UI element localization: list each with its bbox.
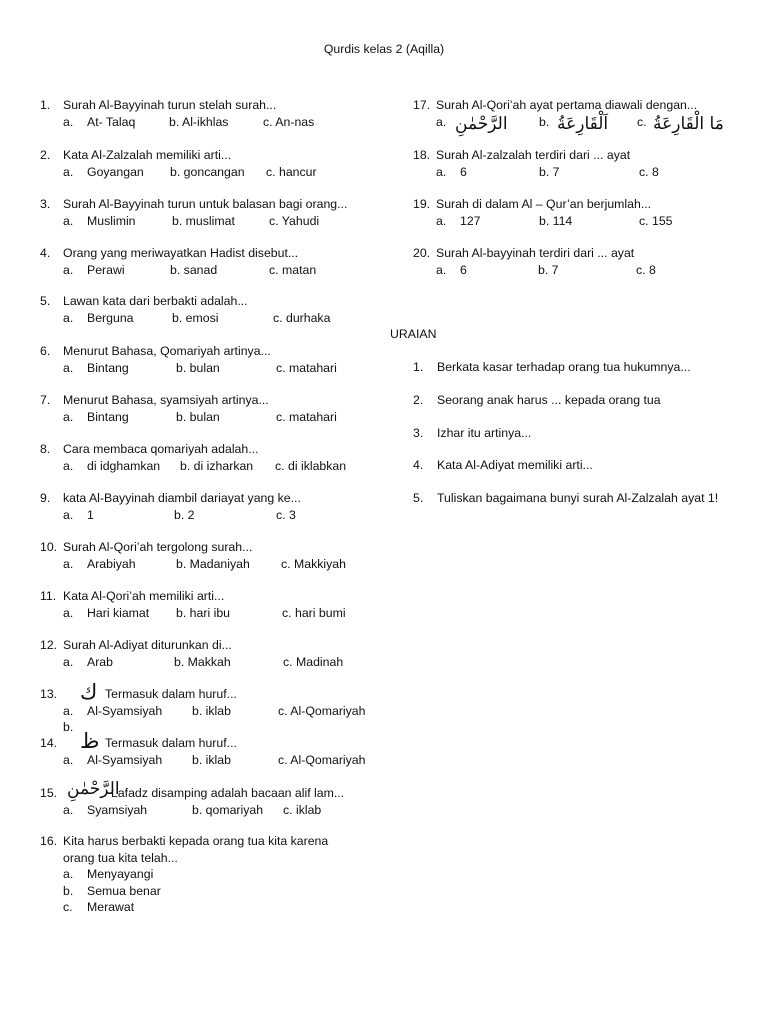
- question-number: 12.: [40, 638, 58, 652]
- question-text: Lawan kata dari berbakti adalah...: [63, 294, 248, 308]
- option-b: b. Makkah: [174, 654, 231, 669]
- option-c-arabic: مَا الْقَارِعَةُ: [653, 113, 724, 134]
- question-number: 7.: [40, 393, 51, 407]
- option-a: Perawi: [87, 262, 125, 277]
- option-marker: b.: [63, 883, 74, 898]
- option-c: c. matahari: [276, 409, 337, 424]
- option-marker: c.: [637, 114, 647, 129]
- option-c: c. Yahudi: [269, 213, 320, 228]
- question-number: 2.: [40, 148, 51, 162]
- option-marker: c.: [63, 900, 73, 914]
- question-12: [40, 637, 380, 670]
- question-number: 6.: [40, 344, 51, 358]
- option-a: 1: [87, 507, 94, 522]
- question-19: [413, 196, 743, 229]
- question-5: [40, 293, 380, 326]
- option-marker: a.: [63, 867, 74, 881]
- option-marker: a.: [63, 556, 74, 571]
- option-marker: a.: [63, 164, 74, 179]
- option-marker: a.: [436, 262, 447, 277]
- option-b: b. bulan: [176, 360, 220, 375]
- option-b: b. Al-ikhlas: [169, 114, 229, 129]
- option-b: b. 7: [538, 262, 559, 277]
- question-text: Surah Al-Bayyinah turun untuk balasan bagi orang...: [63, 197, 348, 211]
- option-marker: a.: [63, 507, 74, 522]
- option-b: b. 7: [539, 164, 560, 179]
- option-b: Semua benar: [87, 883, 161, 898]
- question-text: Kata Al-Qori’ah memiliki arti...: [63, 589, 225, 603]
- option-b: b. qomariyah: [192, 802, 264, 817]
- option-b: b. 114: [539, 213, 573, 228]
- option-a: Goyangan: [87, 164, 144, 179]
- question-text: Menurut Bahasa, syamsiyah artinya...: [63, 393, 269, 407]
- option-c: c. matahari: [276, 360, 337, 375]
- option-c: c. hari bumi: [282, 605, 346, 620]
- essay-number: 2.: [413, 393, 424, 407]
- option-a: Arabiyah: [87, 556, 136, 571]
- option-b: b. iklab: [192, 703, 231, 718]
- option-marker: a.: [63, 703, 74, 718]
- question-text: Kata Al-Zalzalah memiliki arti...: [63, 148, 232, 162]
- question-1: [40, 97, 380, 130]
- option-b-arabic: اَلْقَارِعَةُ: [557, 113, 609, 134]
- arabic-letter-kaf: ك: [80, 680, 98, 704]
- option-marker: a.: [63, 114, 74, 129]
- option-a: Bintang: [87, 360, 129, 375]
- option-marker: a.: [436, 164, 447, 179]
- question-14: [40, 729, 380, 768]
- question-number: 15.: [40, 786, 58, 800]
- question-text: Surah Al-Qori’ah ayat pertama diawali dengan...: [436, 98, 698, 112]
- option-b: b. hari ibu: [176, 605, 231, 620]
- option-a: Bintang: [87, 409, 129, 424]
- essay-text: Izhar itu artinya...: [437, 426, 532, 440]
- arabic-letter-zha: ظ: [80, 729, 100, 753]
- question-text: Lafadz disamping adalah bacaan alif lam...: [111, 786, 345, 800]
- question-text-cont: orang tua kita telah...: [63, 850, 178, 865]
- option-a: Arab: [87, 654, 113, 669]
- question-number: 5.: [40, 294, 51, 308]
- question-number: 10.: [40, 540, 58, 554]
- question-number: 16.: [40, 834, 58, 848]
- option-c: c. 8: [636, 262, 656, 277]
- question-text: Surah Al-Bayyinah turun stelah surah...: [63, 98, 277, 112]
- option-marker: b.: [539, 114, 550, 129]
- question-text: kata Al-Bayyinah diambil dariayat yang ke...: [63, 491, 301, 505]
- option-a: Muslimin: [87, 213, 136, 228]
- option-marker: a.: [436, 213, 447, 228]
- option-b: b. di izharkan: [180, 458, 254, 473]
- option-c: c. durhaka: [273, 310, 331, 325]
- option-b: b. muslimat: [172, 213, 235, 228]
- option-b: b. iklab: [192, 752, 231, 767]
- question-text: Termasuk dalam huruf...: [105, 687, 237, 701]
- option-a: Al-Syamsiyah: [87, 703, 163, 718]
- option-marker: a.: [63, 213, 74, 228]
- question-text: Termasuk dalam huruf...: [105, 736, 237, 750]
- question-18: [413, 147, 743, 180]
- question-number: 11.: [40, 589, 57, 603]
- option-a: Berguna: [87, 310, 134, 325]
- question-17: [413, 97, 743, 134]
- option-a: Menyayangi: [87, 867, 154, 881]
- option-c: c. 8: [639, 164, 659, 179]
- option-c: c. Madinah: [283, 654, 344, 669]
- option-a-arabic: الرَّحْمٰنِ: [455, 113, 508, 134]
- question-number: 18.: [413, 148, 431, 162]
- question-text: Surah di dalam Al – Qur’an berjumlah...: [436, 197, 652, 211]
- question-number: 8.: [40, 442, 51, 456]
- question-text: Orang yang meriwayatkan Hadist disebut...: [63, 246, 299, 260]
- question-text: Menurut Bahasa, Qomariyah artinya...: [63, 344, 271, 358]
- question-text: Surah Al-Qori’ah tergolong surah...: [63, 540, 253, 554]
- stray-marker: b.: [63, 720, 74, 734]
- option-marker: a.: [63, 262, 74, 277]
- option-a: 127: [460, 213, 481, 228]
- question-number: 13.: [40, 687, 58, 701]
- option-c: c. Al-Qomariyah: [278, 752, 366, 767]
- option-marker: a.: [63, 752, 74, 767]
- question-text: Kita harus berbakti kepada orang tua kita karena: [63, 834, 329, 848]
- option-c: c. iklab: [283, 802, 322, 817]
- question-16: [40, 833, 380, 916]
- question-3: [40, 196, 380, 229]
- question-2: [40, 147, 380, 180]
- essay-number: 5.: [413, 491, 424, 505]
- essay-text: Berkata kasar terhadap orang tua hukumnya...: [437, 360, 691, 374]
- essay-text: Kata Al-Adiyat memiliki arti...: [437, 458, 593, 472]
- option-a: di idghamkan: [87, 458, 161, 473]
- option-a: Syamsiyah: [87, 802, 148, 817]
- option-b: b. emosi: [172, 310, 219, 325]
- option-marker: a.: [436, 114, 447, 129]
- option-marker: a.: [63, 654, 74, 669]
- arabic-word-arrahman: الرَّحْمٰنِ: [67, 779, 120, 799]
- essay-number: 1.: [413, 360, 424, 374]
- option-c: c. Al-Qomariyah: [278, 703, 366, 718]
- question-10: [40, 539, 380, 572]
- essay-text: Tuliskan bagaimana bunyi surah Al-Zalzalah ayat 1!: [437, 491, 719, 505]
- option-a: Al-Syamsiyah: [87, 752, 163, 767]
- option-a: Hari kiamat: [87, 605, 150, 620]
- question-number: 19.: [413, 197, 431, 211]
- section-heading-uraian: URAIAN: [390, 327, 437, 341]
- question-text: Surah Al-bayyinah terdiri dari ... ayat: [436, 246, 635, 260]
- question-number: 14.: [40, 736, 58, 750]
- option-b: b. goncangan: [170, 164, 245, 179]
- essay-number: 3.: [413, 426, 424, 440]
- option-marker: a.: [63, 409, 74, 424]
- option-c: c. matan: [269, 262, 317, 277]
- question-text: Cara membaca qomariyah adalah...: [63, 442, 259, 456]
- question-7: [40, 392, 380, 425]
- option-c: c. hancur: [266, 164, 317, 179]
- essay-text: Seorang anak harus ... kepada orang tua: [437, 393, 661, 407]
- question-text: Surah Al-Adiyat diturunkan di...: [63, 638, 232, 652]
- essay-number: 4.: [413, 458, 424, 472]
- option-a: At- Talaq: [87, 114, 136, 129]
- option-c: c. An-nas: [263, 114, 315, 129]
- question-number: 9.: [40, 491, 51, 505]
- option-c: c. 3: [276, 507, 296, 522]
- option-c: c. 155: [639, 213, 673, 228]
- option-c: c. Makkiyah: [281, 556, 346, 571]
- question-20: [413, 245, 743, 278]
- option-b: b. bulan: [176, 409, 220, 424]
- option-marker: a.: [63, 310, 74, 325]
- option-marker: a.: [63, 802, 74, 817]
- question-number: 4.: [40, 246, 51, 260]
- option-b: b. Madaniyah: [176, 556, 250, 571]
- question-number: 17.: [413, 98, 431, 112]
- question-15: [40, 779, 380, 818]
- question-9: [40, 490, 380, 523]
- page-title: Qurdis kelas 2 (Aqilla): [323, 42, 445, 56]
- option-b: b. sanad: [170, 262, 218, 277]
- question-4: [40, 245, 380, 278]
- question-8: [40, 441, 380, 474]
- question-11: [40, 588, 380, 621]
- option-b: b. 2: [174, 507, 195, 522]
- option-a: 6: [460, 164, 467, 179]
- option-marker: a.: [63, 360, 74, 375]
- option-marker: a.: [63, 458, 74, 473]
- question-text: Surah Al-zalzalah terdiri dari ... ayat: [436, 148, 631, 162]
- question-number: 20.: [413, 246, 431, 260]
- option-c: Merawat: [87, 900, 135, 914]
- option-c: c. di iklabkan: [275, 458, 347, 473]
- option-a: 6: [460, 262, 467, 277]
- question-6: [40, 343, 380, 376]
- option-marker: a.: [63, 605, 74, 620]
- question-number: 1.: [40, 98, 51, 112]
- question-number: 3.: [40, 197, 51, 211]
